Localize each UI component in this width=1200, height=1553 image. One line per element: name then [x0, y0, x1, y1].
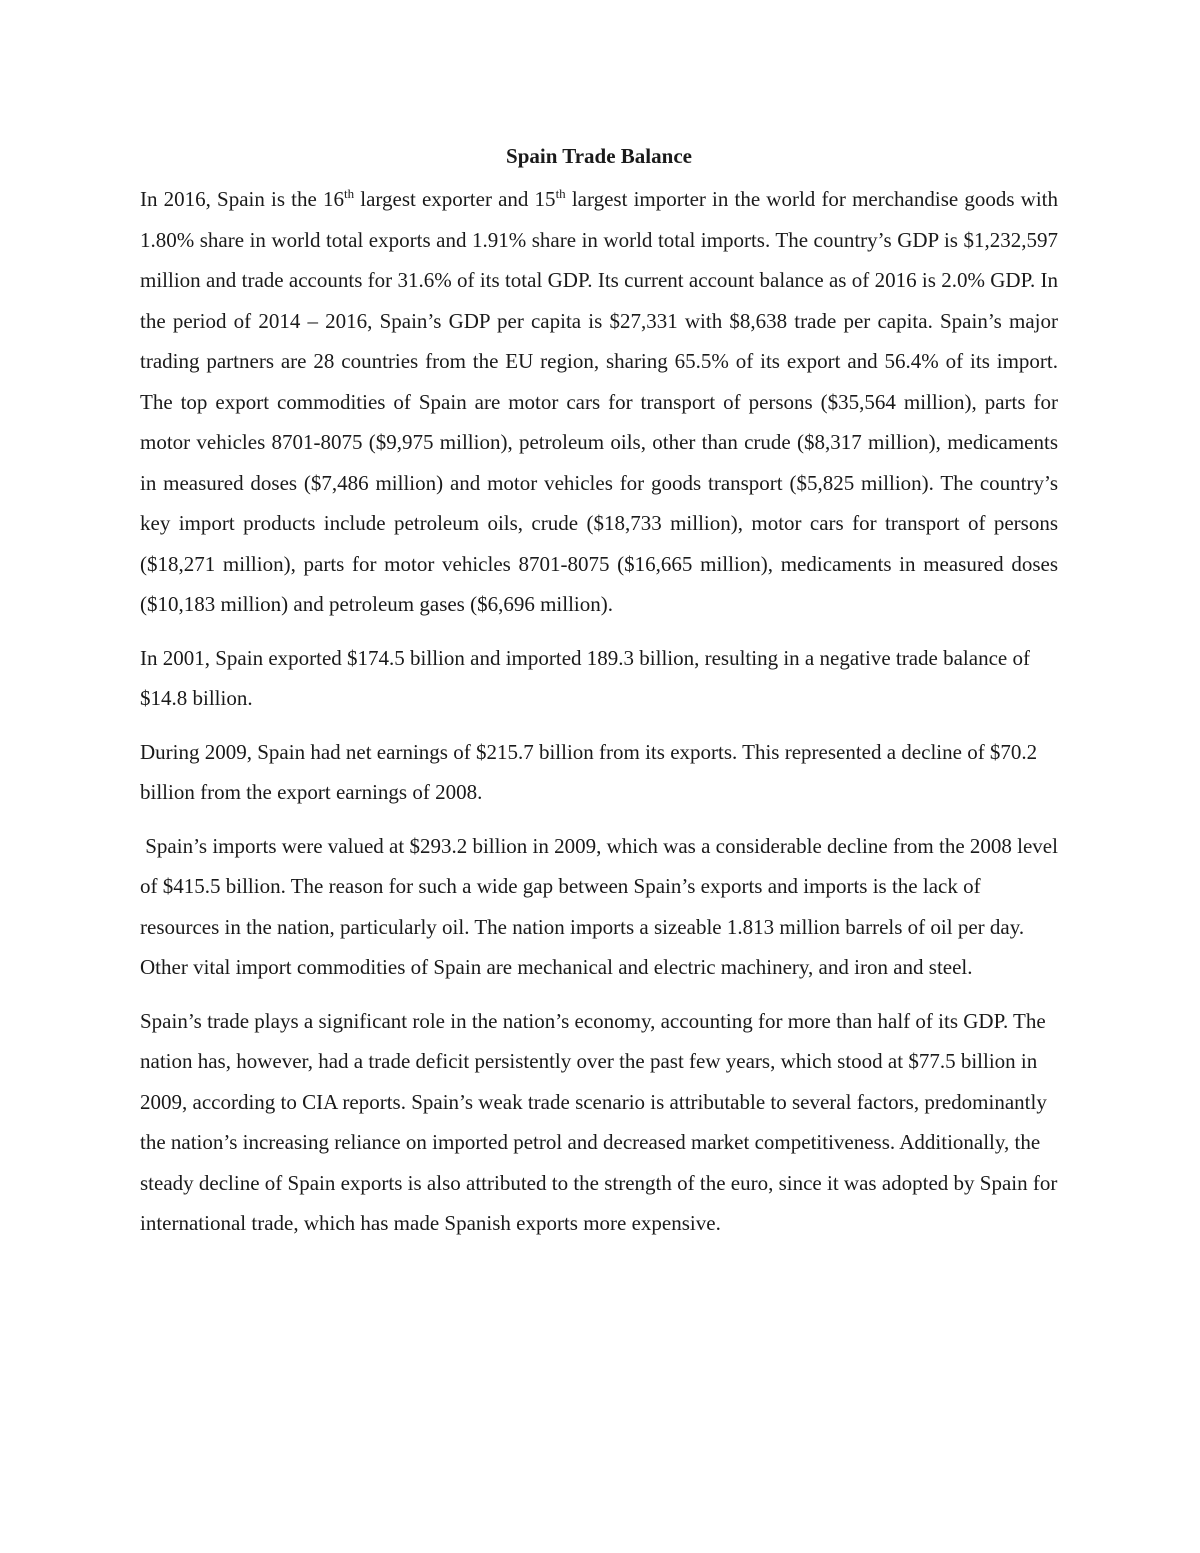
- paragraph-text: largest importer in the world for merchandise goods with 1.80% share in world total exports and 1.91% share in world total imports. The country’s GDP is $1,232,597 million and trade accounts for 31.6% of its total GDP. Its current account balance as of 2016 is 2.0% GDP. In the period of 2014 – 2016, Spain’s GDP per capita is $27,331 with $8,638 trade per capita. Spain’s major trading partners are 28 countries from the EU region, sharing 65.5% of its export and 56.4% of its import. The top export commodities of Spain are motor cars for transport of persons ($35,564 million), parts for motor vehicles 8701-8075 ($9,975 million), petroleum oils, other than crude ($8,317 million), medicaments in measured doses ($7,486 million) and motor vehicles for goods transport ($5,825 million). The country’s key import products include petroleum oils, crude ($18,733 million), motor cars for transport of persons ($18,271 million), parts for motor vehicles 8701-8075 ($16,665 million), medicaments in measured doses ($10,183 million) and petroleum gases ($6,696 million).: [140, 187, 1058, 616]
- document-page: [140, 138, 1064, 1257]
- paragraph-2009-exports: During 2009, Spain had net earnings of $215.7 billion from its exports. This represented a decline of $70.2 billion from the export earnings of 2008.: [140, 739, 1038, 804]
- paragraph-trade-overview: [140, 179, 1058, 625]
- ordinal-superscript: th: [343, 186, 355, 201]
- paragraph-text: largest exporter and 15: [354, 187, 556, 211]
- paragraph-2001: In 2001, Spain exported $174.5 billion and imported 189.3 billion, resulting in a negative trade balance of $14.8 billion.: [140, 645, 1030, 710]
- ordinal-superscript: th: [555, 186, 566, 201]
- document-title: Spain Trade Balance: [506, 144, 692, 168]
- paragraph-text: In 2016, Spain is the 16: [140, 187, 344, 211]
- paragraph-2009-imports: Spain’s imports were valued at $293.2 billion in 2009, which was a considerable decline from the 2008 level of $415.5 billion. The reason for such a wide gap between Spain’s exports and imports is the lack of resources in the nation, particularly oil. The nation imports a sizeable 1.813 million barrels of oil per day. Other vital import commodities of Spain are mechanical and electric machinery, and iron and steel.: [140, 833, 1064, 979]
- paragraph-trade-deficit: Spain’s trade plays a significant role in the nation’s economy, accounting for more than half of its GDP. The nation has, however, had a trade deficit persistently over the past few years, which stood at $77.5 billion in 2009, according to CIA reports. Spain’s weak trade scenario is attributable to several factors, predominantly the nation’s increasing reliance on imported petrol and decreased market competitiveness. Additionally, the steady decline of Spain exports is also attributed to the strength of the euro, since it was adopted by Spain for international trade, which has made Spanish exports more expensive.: [140, 1008, 1058, 1235]
